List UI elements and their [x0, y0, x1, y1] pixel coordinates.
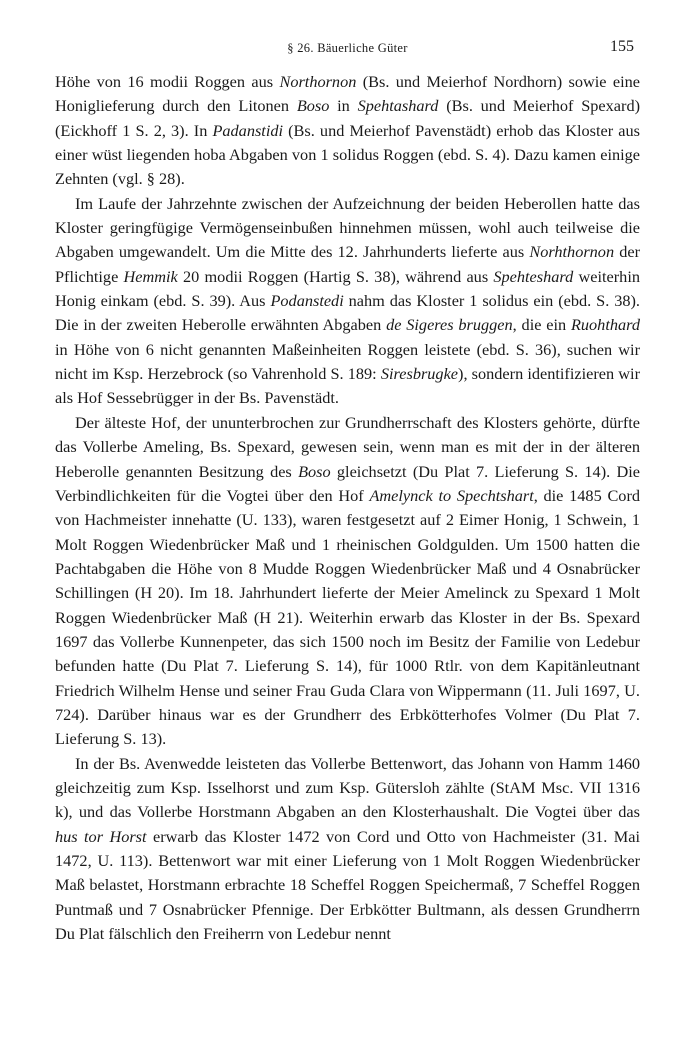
italic-term: de Sigeres bruggen [386, 315, 513, 335]
italic-term: Siresbrugke [380, 364, 459, 384]
italic-term: Northornon [279, 72, 357, 91]
text-run: (Bs. und Meierhof Nordhorn) sowie eine Honiglieferung durch den Litonen [55, 72, 641, 116]
running-head: § 26. Bäuerliche Güter [287, 41, 408, 55]
text-run: Höhe von 16 modii Roggen aus [55, 72, 280, 91]
text-run: der Pflichtige [55, 242, 640, 286]
italic-term: Amelynck to Spechtshart [369, 485, 534, 505]
italic-term: Ruohthard [570, 315, 640, 335]
paragraph [55, 411, 640, 752]
page-header [55, 38, 640, 60]
paragraph [55, 70, 640, 192]
italic-term: Spehteshard [493, 266, 574, 286]
italic-term: Boso [296, 96, 330, 116]
italic-term: hus tor Horst [55, 826, 147, 846]
page-number: 155 [610, 38, 634, 55]
text-run: (Bs. und Meierhof Spexard) (Eickhoff 1 S. 2, 3). In [55, 96, 641, 140]
text-run: weiterhin Honig einkam (ebd. S. 39). Aus [55, 266, 640, 311]
text-run: erwarb das Kloster 1472 von Cord und Otto von Hachmeister (31. Mai 1472, U. 113). Bettenwort war mit einer Lieferung von 1 Molt Roggen Wiedenbrücker Maß belastet, Horstmann erbrachte 18 Scheffel Roggen Speichermaß, 7 Scheffel Roggen Puntmaß und 7 Osnabrücker Pfennige. Der Erbkötter Bultmann, als dessen Grundherrn Du Plat fälschlich den Freiherrn von Ledebur nennt [55, 826, 640, 944]
italic-term: Spehtashard [357, 96, 439, 116]
text-run: in Höhe von 6 nicht genannten Maßeinheiten Roggen leistete (ebd. S. 36), suchen wir nicht im Ksp. Herzebrock (so Vahrenhold S. 189: [55, 339, 640, 384]
italic-term: Padanstidi [212, 120, 284, 140]
paragraph [55, 752, 640, 947]
text-run: Im Laufe der Jahrzehnte zwischen der Aufzeichnung der beiden Heberollen hatte das Kloster geringfügige Vermögenseinbußen hinnehmen müssen, wohl auch teilweise die Abgaben umgewandelt. Um die Mitte des 12. Jahrhunderts lieferte aus [55, 193, 640, 262]
text-run: In der Bs. Avenwedde leisteten das Vollerbe Bettenwort, das Johann von Hamm 1460 gleichzeitig zum Ksp. Isselhorst und zum Ksp. Gütersloh zählte (StAM Msc. VII 1316 k), und das Vollerbe Horstmann Abgaben an den Klosterhaushalt. Die Vogtei über das [55, 753, 640, 822]
body-text [55, 70, 640, 946]
text-run: , die ein [512, 315, 571, 335]
text-run: , die 1485 Cord von Hachmeister innehatte (U. 133), waren festgesetzt auf 2 Eimer Honig, 1 Schwein, 1 Molt Roggen Wiedenbrücker Maß und 1 rheinischen Goldgulden. Um 1500 hatten die Pachtabgaben die Höhe von 8 Mudde Roggen Wiedenbrücker Maß und 4 Osnabrücker Schillingen (H 20). Im 18. Jahrhundert lieferte der Meier Amelinck zu Spexard 1 Molt Roggen Wiedenbrücker Maß (H 21). Weiterhin erwarb das Kloster in der Bs. Spexard 1697 das Vollerbe Kunnenpeter, das sich 1500 noch im Besitz der Familie von Ledebur befunden hatte (Du Plat 7. Lieferung S. 14), für 1000 Rtlr. von dem Kapitänleutnant Friedrich Wilhelm Hense und seiner Frau Guda Clara von Wippermann (11. Juli 1697, U. 724). Darüber hinaus war es der Grundherr des Erbkötterhofes Volmer (Du Plat 7. Lieferung S. 13). [55, 485, 641, 749]
italic-term: Hemmik [123, 266, 178, 286]
text-run: Der älteste Hof, der ununterbrochen zur Grundherrschaft des Klosters gehörte, dürfte das Vollerbe Ameling, Bs. Spexard, gewesen sein, wenn man es mit der in der älteren Heberolle genannten Besitzung des [55, 412, 640, 481]
text-run: (Bs. und Meierhof Pavenstädt) erhob das Kloster aus einer wüst liegenden hoba Abgaben von 1 solidus Roggen (ebd. S. 4). Dazu kamen einige Zehnten (vgl. § 28). [55, 120, 640, 189]
italic-term: Podanstedi [270, 291, 344, 311]
text-run: nahm das Kloster 1 solidus ein (ebd. S. 38). Die in der zweiten Heberolle erwähnten Abgaben [55, 291, 641, 335]
italic-term: Norhthornon [529, 242, 615, 262]
text-run: 20 modii Roggen (Hartig S. 38), während aus [177, 266, 494, 286]
text-run: gleichsetzt (Du Plat 7. Lieferung S. 14). Die Verbindlichkeiten für die Vogtei über den Hof [55, 461, 640, 505]
paragraph [55, 192, 640, 411]
italic-term: Boso [298, 461, 331, 481]
text-run: in [329, 96, 358, 116]
text-run: ), sondern identifizieren wir als Hof Sessebrügger in der Bs. Pavenstädt. [55, 364, 640, 408]
